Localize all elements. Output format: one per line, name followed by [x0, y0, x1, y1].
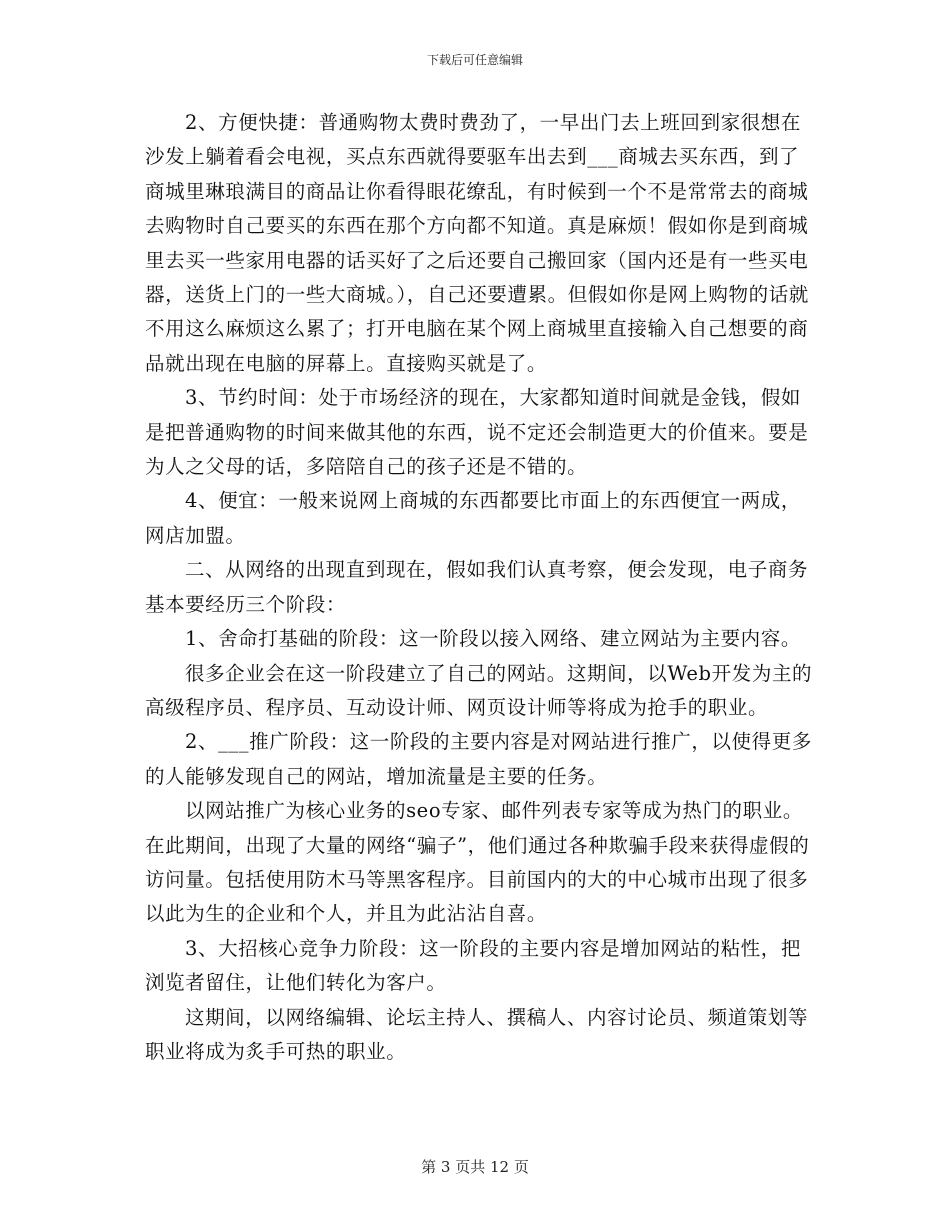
paragraph-stage-one-detail: 很多企业会在这一阶段建立了自己的网站。这期间，以Web开发为主的高级程序员、程序员、互动设计师、网页设计师等将成为抢手的职业。: [145, 661, 813, 719]
document-body: [145, 106, 813, 1069]
paragraph-save-time: 3、节约时间：处于市场经济的现在，大家都知道时间就是金钱，假如是把普通购物的时间来做其他的东西，说不定还会制造更大的价值来。要是为人之父母的话，多陪陪自己的孩子还是不错的。: [145, 386, 809, 479]
paragraph-convenience: 2、方便快捷：普通购物太费时费劲了，一早出门去上班回到家很想在沙发上躺着看会电视，买点东西就得要驱车出去到___商城去买东西，到了商城里琳琅满目的商品让你看得眼花缭乱，有时候到一个不是常常去的商城去购物时自己要买的东西在那个方向都不知道。真是麻烦！假如你是到商城里去买一些家用电器的话买好了之后还要自己搬回家（国内还是有一些买电器，送货上门的一些大商城。），自己还要遭累。但假如你是网上购物的话就不用这么麻烦这么累了；打开电脑在某个网上商城里直接输入自己想要的商品就出现在电脑的屏幕上。直接购买就是了。: [145, 111, 809, 375]
paragraph-stage-three: 3、大招核心竞争力阶段：这一阶段的主要内容是增加网站的粘性，把浏览者留住，让他们转化为客户。: [145, 936, 801, 995]
paragraph-stage-three-detail: 这期间，以网络编辑、论坛主持人、撰稿人、内容讨论员、频道策划等职业将成为炙手可热的职业。: [145, 1005, 809, 1063]
paragraph-section-two: 二、从网络的出现直到现在，假如我们认真考察，便会发现，电子商务基本要经历三个阶段：: [145, 558, 809, 616]
page-number: 第 3 页共 12 页: [421, 1158, 529, 1176]
paragraph-stage-two: 2、___推广阶段：这一阶段的主要内容是对网站进行推广，以使得更多的人能够发现自己的网站，增加流量是主要的任务。: [145, 730, 812, 788]
paragraph-cheap: 4、便宜：一般来说网上商城的东西都要比市面上的东西便宜一两成，网店加盟。: [145, 489, 801, 547]
page-header: 下载后可任意编辑: [426, 53, 523, 67]
paragraph-stage-one: 1、舍命打基础的阶段：这一阶段以接入网络、建立网站为主要内容。: [184, 627, 801, 651]
paragraph-stage-two-detail: 以网站推广为核心业务的seo专家、邮件列表专家等成为热门的职业。在此期间，出现了大量的网络“骗子”，他们通过各种欺骗手段来获得虚假的访问量。包括使用防木马等黑客程序。目前国内的大的中心城市出现了很多以此为生的企业和个人，并且为此沾沾自喜。: [145, 799, 810, 926]
